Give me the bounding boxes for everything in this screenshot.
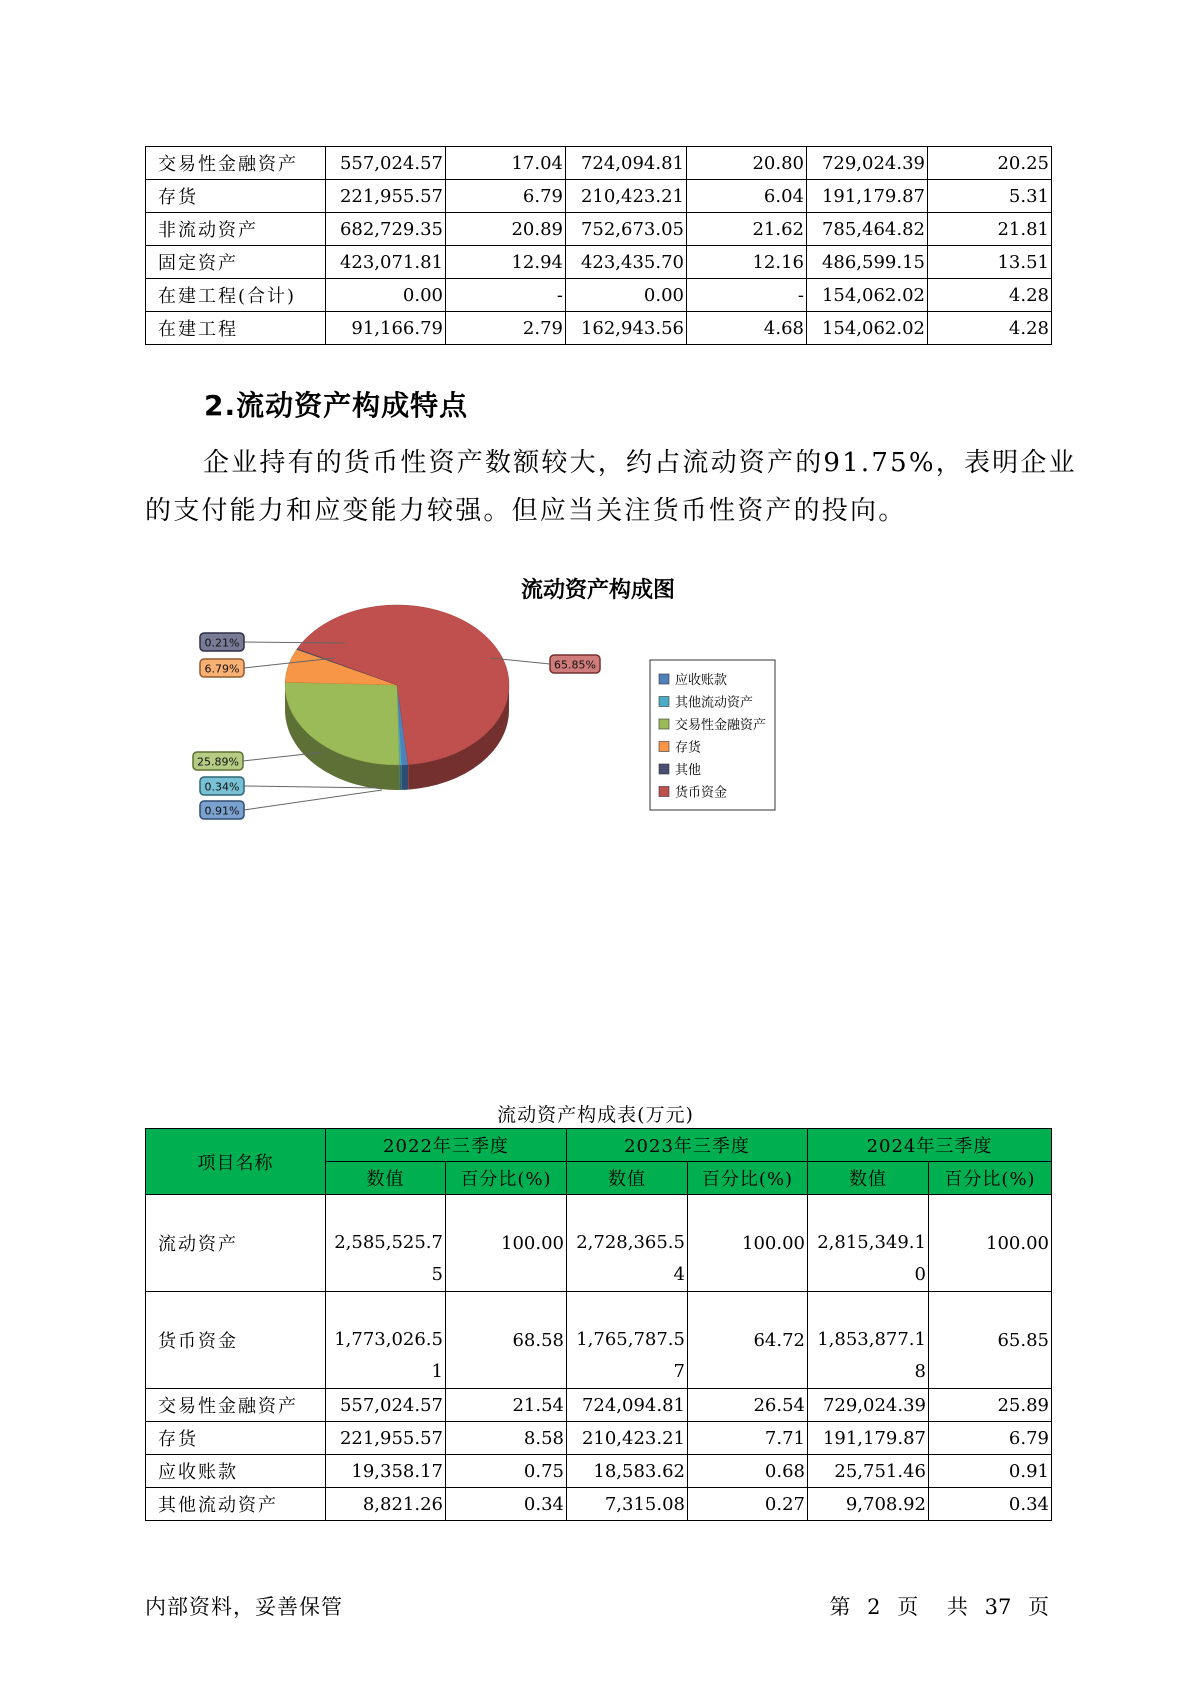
header-percent: 百分比(%)	[446, 1162, 567, 1195]
value-cell: 724,094.81	[567, 1389, 688, 1422]
total-unit: 页	[1028, 1595, 1049, 1619]
value-cell: 486,599.15	[807, 246, 928, 279]
percent-cell: 0.34	[929, 1488, 1052, 1521]
percent-cell: 100.00	[929, 1195, 1052, 1292]
percent-cell: 4.68	[687, 312, 807, 345]
percent-cell: 25.89	[929, 1389, 1052, 1422]
percent-cell: 6.79	[929, 1422, 1052, 1455]
percent-cell: 65.85	[929, 1292, 1052, 1389]
header-value: 数值	[567, 1162, 688, 1195]
percent-cell: 17.04	[446, 147, 566, 180]
table-row	[146, 1422, 1052, 1455]
legend-swatch	[659, 719, 669, 729]
percent-cell: 0.34	[446, 1488, 567, 1521]
row-label: 交易性金融资产	[146, 1389, 326, 1422]
percent-cell: 21.62	[687, 213, 807, 246]
row-label: 其他流动资产	[146, 1488, 326, 1521]
value-cell: 154,062.02	[807, 312, 928, 345]
value-cell: 210,423.21	[566, 180, 687, 213]
table-row	[146, 147, 1052, 180]
legend-swatch	[659, 697, 669, 707]
value-cell: 557,024.57	[326, 147, 446, 180]
table-row	[146, 1195, 1052, 1292]
legend-label: 其他流动资产	[675, 695, 754, 711]
value-cell: 729,024.39	[807, 147, 928, 180]
legend-label: 其他	[675, 763, 702, 778]
row-label: 在建工程	[146, 312, 326, 345]
percent-cell: 20.25	[928, 147, 1052, 180]
percent-cell: -	[687, 279, 807, 312]
paragraph-line-2: 的支付能力和应变能力较强。但应当关注货币性资产的投向。	[145, 496, 907, 526]
legend-label: 货币资金	[675, 785, 728, 801]
value-cell: 724,094.81	[566, 147, 687, 180]
percent-cell: 20.80	[687, 147, 807, 180]
row-label: 存货	[146, 1422, 326, 1455]
value-cell: 7,315.08	[567, 1488, 688, 1521]
chart-legend	[650, 660, 775, 810]
footer-confidential-note: 内部资料，妥善保管	[145, 1595, 343, 1619]
slice-data-label: 65.85%	[554, 658, 596, 672]
value-cell: 8,821.26	[326, 1488, 446, 1521]
table-row	[146, 1292, 1052, 1389]
value-cell: 154,062.02	[807, 279, 928, 312]
table-row	[146, 1389, 1052, 1422]
percent-cell: 4.28	[928, 279, 1052, 312]
percent-cell: 6.79	[446, 180, 566, 213]
value-cell: 729,024.39	[808, 1389, 929, 1422]
row-label: 交易性金融资产	[146, 147, 326, 180]
percent-cell: 0.27	[688, 1488, 808, 1521]
legend-swatch	[659, 764, 669, 774]
value-cell: 1,773,026.51	[326, 1292, 446, 1389]
value-cell: 682,729.35	[326, 213, 446, 246]
value-cell: 18,583.62	[567, 1455, 688, 1488]
percent-cell: 0.68	[688, 1455, 808, 1488]
value-cell: 1,853,877.18	[808, 1292, 929, 1389]
value-cell: 191,179.87	[808, 1422, 929, 1455]
slice-data-label: 0.21%	[204, 636, 240, 650]
page-unit: 页	[897, 1595, 919, 1619]
callout-line	[244, 790, 382, 810]
header-value: 数值	[808, 1162, 929, 1195]
value-cell: 210,423.21	[567, 1422, 688, 1455]
percent-cell: 8.58	[446, 1422, 567, 1455]
header-period-2023: 2023年三季度	[567, 1129, 808, 1162]
legend-swatch	[659, 787, 669, 797]
percent-cell: 0.75	[446, 1455, 567, 1488]
row-label: 存货	[146, 180, 326, 213]
paragraph-line-1: 企业持有的货币性资产数额较大，约占流动资产的91.75%，表明企业	[203, 448, 1077, 478]
value-cell: 2,585,525.75	[326, 1195, 446, 1292]
value-cell: 1,765,787.57	[567, 1292, 688, 1389]
current-assets-table	[145, 1128, 1052, 1521]
percent-cell: 2.79	[446, 312, 566, 345]
value-cell: 9,708.92	[808, 1488, 929, 1521]
slice-data-label: 0.91%	[204, 804, 240, 818]
value-cell: 19,358.17	[326, 1455, 446, 1488]
table-row	[146, 180, 1052, 213]
total-prefix: 共	[946, 1595, 968, 1619]
pie-slice	[285, 682, 399, 765]
value-cell: 2,728,365.54	[567, 1195, 688, 1292]
row-label: 在建工程(合计)	[146, 279, 326, 312]
legend-label: 交易性金融资产	[675, 718, 767, 733]
value-cell: 91,166.79	[326, 312, 446, 345]
table-row	[146, 1488, 1052, 1521]
table-row	[146, 246, 1052, 279]
legend-label: 应收账款	[675, 673, 728, 688]
slice-data-label: 25.89%	[197, 755, 239, 769]
section-heading: 2.流动资产构成特点	[204, 389, 469, 422]
table-row	[146, 1455, 1052, 1488]
percent-cell: 20.89	[446, 213, 566, 246]
page-number: 2	[867, 1595, 881, 1619]
slice-data-label: 6.79%	[204, 662, 240, 676]
legend-swatch	[659, 674, 669, 684]
total-pages: 37	[984, 1595, 1012, 1619]
value-cell: 25,751.46	[808, 1455, 929, 1488]
value-cell: 162,943.56	[566, 312, 687, 345]
row-label: 流动资产	[146, 1195, 326, 1292]
percent-cell: 21.54	[446, 1389, 567, 1422]
percent-cell: 21.81	[928, 213, 1052, 246]
balance-table	[145, 146, 1052, 345]
row-label: 非流动资产	[146, 213, 326, 246]
value-cell: 0.00	[566, 279, 687, 312]
percent-cell: 13.51	[928, 246, 1052, 279]
percent-cell: 64.72	[688, 1292, 808, 1389]
slice-data-label: 0.34%	[204, 780, 240, 794]
percent-cell: 12.16	[687, 246, 807, 279]
percent-cell: -	[446, 279, 566, 312]
percent-cell: 6.04	[687, 180, 807, 213]
percent-cell: 0.91	[929, 1455, 1052, 1488]
value-cell: 0.00	[326, 279, 446, 312]
table-row	[146, 312, 1052, 345]
value-cell: 191,179.87	[807, 180, 928, 213]
value-cell: 2,815,349.10	[808, 1195, 929, 1292]
value-cell: 423,435.70	[566, 246, 687, 279]
footer-page-number	[827, 1591, 1051, 1621]
legend-swatch	[659, 742, 669, 752]
value-cell: 752,673.05	[566, 213, 687, 246]
value-cell: 221,955.57	[326, 180, 446, 213]
row-label: 货币资金	[146, 1292, 326, 1389]
row-label: 应收账款	[146, 1455, 326, 1488]
percent-cell: 68.58	[446, 1292, 567, 1389]
value-cell: 423,071.81	[326, 246, 446, 279]
percent-cell: 7.71	[688, 1422, 808, 1455]
row-label: 固定资产	[146, 246, 326, 279]
percent-cell: 4.28	[928, 312, 1052, 345]
percent-cell: 100.00	[688, 1195, 808, 1292]
page-prefix: 第	[829, 1595, 851, 1619]
header-percent: 百分比(%)	[688, 1162, 808, 1195]
header-period-2022: 2022年三季度	[326, 1129, 567, 1162]
header-period-2024: 2024年三季度	[808, 1129, 1052, 1162]
value-cell: 785,464.82	[807, 213, 928, 246]
table-caption: 流动资产构成表(万元)	[497, 1104, 694, 1126]
table-row	[146, 279, 1052, 312]
pie-chart	[145, 560, 905, 900]
value-cell: 221,955.57	[326, 1422, 446, 1455]
percent-cell: 100.00	[446, 1195, 567, 1292]
value-cell: 557,024.57	[326, 1389, 446, 1422]
percent-cell: 5.31	[928, 180, 1052, 213]
percent-cell: 26.54	[688, 1389, 808, 1422]
legend-label: 存货	[675, 740, 702, 756]
percent-cell: 12.94	[446, 246, 566, 279]
pie-slice-side	[399, 765, 401, 790]
header-value: 数值	[326, 1162, 446, 1195]
header-item-name: 项目名称	[146, 1129, 326, 1195]
header-percent: 百分比(%)	[929, 1162, 1052, 1195]
table-row	[146, 213, 1052, 246]
pie-slice-side	[402, 765, 408, 790]
chart-title: 流动资产构成图	[520, 578, 676, 603]
pie-slices	[285, 605, 509, 790]
callout-line	[244, 786, 382, 788]
